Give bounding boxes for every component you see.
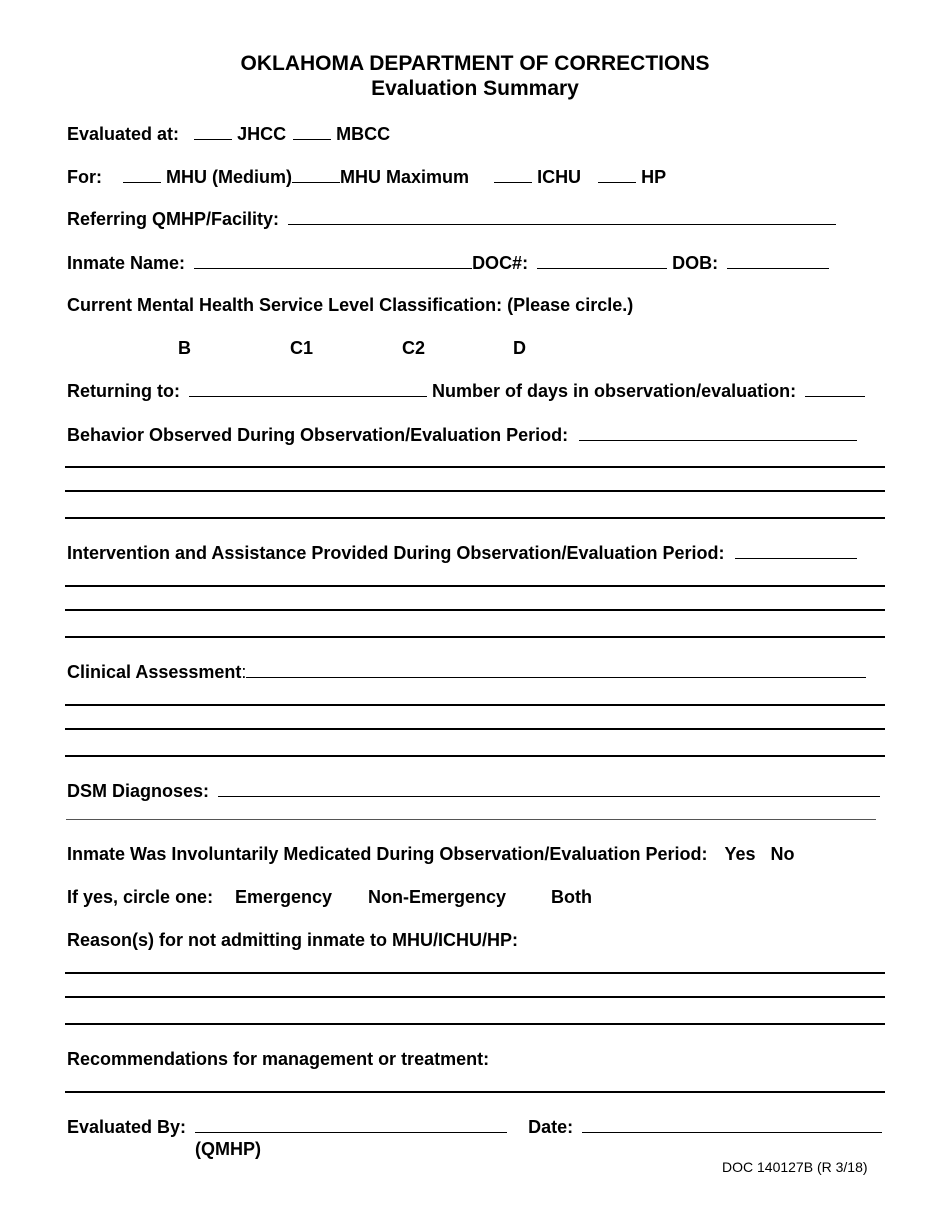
inmate-name-label: Inmate Name: [67,253,186,273]
dob-field[interactable] [727,253,829,269]
evaluated-by-row [67,1117,882,1138]
class-option-c2[interactable]: C2 [402,338,426,358]
form-number: DOC 140127B (R 3/18) [722,1159,868,1175]
option-emergency[interactable]: Emergency [235,887,333,907]
reasons-line-1[interactable] [65,972,885,974]
for-row [67,167,666,188]
class-option-b[interactable]: B [178,338,191,358]
days-label: Number of days in observation/evaluation: [432,381,797,401]
inmate-name-field[interactable] [194,253,472,269]
dsm-label: DSM Diagnoses: [67,781,210,801]
evaluated-by-field[interactable] [195,1117,507,1133]
returning-row [67,381,865,402]
dsm-row [67,781,880,802]
mhu-maximum-blank[interactable] [292,167,340,183]
for-label: For: [67,167,102,187]
recommendations-line-1[interactable] [65,1091,885,1093]
intervention-line-3[interactable] [65,636,885,638]
medicated-label: Inmate Was Involuntarily Medicated During Observation/Evaluation Period: [67,844,708,864]
referring-field[interactable] [288,209,836,225]
medicated-row [67,844,795,865]
dsm-line-2[interactable] [66,819,876,820]
jhcc-option: JHCC [237,124,287,144]
clinical-line-3[interactable] [65,755,885,757]
reasons-line-3[interactable] [65,1023,885,1025]
page-subtitle: Evaluation Summary [371,77,579,100]
days-field[interactable] [805,381,865,397]
classification-label: Current Mental Health Service Level Classification: (Please circle.) [67,295,634,315]
jhcc-blank[interactable] [194,124,232,140]
behavior-line-1[interactable] [65,466,885,468]
intervention-line-2[interactable] [65,609,885,611]
class-option-c1[interactable]: C1 [290,338,314,358]
if-yes-label: If yes, circle one: [67,887,214,907]
clinical-line-1[interactable] [65,704,885,706]
behavior-field[interactable] [579,425,857,441]
clinical-label: Clinical Assessment [67,662,242,682]
evaluated-at-label: Evaluated at: [67,124,180,144]
ichu-blank[interactable] [494,167,532,183]
option-non-emergency[interactable]: Non-Emergency [368,887,507,907]
clinical-colon: : [241,662,247,682]
behavior-row [67,425,857,446]
date-field[interactable] [582,1117,882,1133]
mhu-medium-option: MHU (Medium) [166,167,293,187]
clinical-field[interactable] [246,662,866,678]
ichu-option: ICHU [537,167,582,187]
doc-number-label: DOC#: [472,253,529,273]
hp-option: HP [641,167,667,187]
clinical-line-2[interactable] [65,728,885,730]
intervention-label: Intervention and Assistance Provided During Observation/Evaluation Period: [67,543,725,563]
mhu-maximum-option: MHU Maximum [340,167,470,187]
reasons-line-2[interactable] [65,996,885,998]
intervention-line-1[interactable] [65,585,885,587]
option-both[interactable]: Both [551,887,592,907]
mhu-medium-blank[interactable] [123,167,161,183]
intervention-field[interactable] [735,543,857,559]
medicated-yes[interactable]: Yes [724,844,756,864]
returning-label: Returning to: [67,381,180,401]
mbcc-blank[interactable] [293,124,331,140]
returning-field[interactable] [189,381,427,397]
qmhp-caption: (QMHP) [195,1139,261,1159]
hp-blank[interactable] [598,167,636,183]
behavior-line-3[interactable] [65,517,885,519]
behavior-label: Behavior Observed During Observation/Evaluation Period: [67,425,569,445]
mbcc-option: MBCC [336,124,391,144]
date-label: Date: [528,1117,574,1137]
referring-label: Referring QMHP/Facility: [67,209,280,229]
dob-label: DOB: [672,253,719,273]
intervention-row [67,543,857,564]
referring-row [67,209,836,230]
clinical-row [67,662,866,683]
dsm-field[interactable] [218,781,880,797]
recommendations-label: Recommendations for management or treatment: [67,1049,490,1069]
page-title: OKLAHOMA DEPARTMENT OF CORRECTIONS [240,52,710,75]
medicated-no[interactable]: No [770,844,795,864]
reasons-label: Reason(s) for not admitting inmate to MHU/ICHU/HP: [67,930,518,950]
behavior-line-2[interactable] [65,490,885,492]
doc-number-field[interactable] [537,253,667,269]
evaluated-at-row [67,124,390,145]
inmate-row [67,253,829,274]
class-option-d[interactable]: D [513,338,526,358]
evaluated-by-label: Evaluated By: [67,1117,187,1137]
